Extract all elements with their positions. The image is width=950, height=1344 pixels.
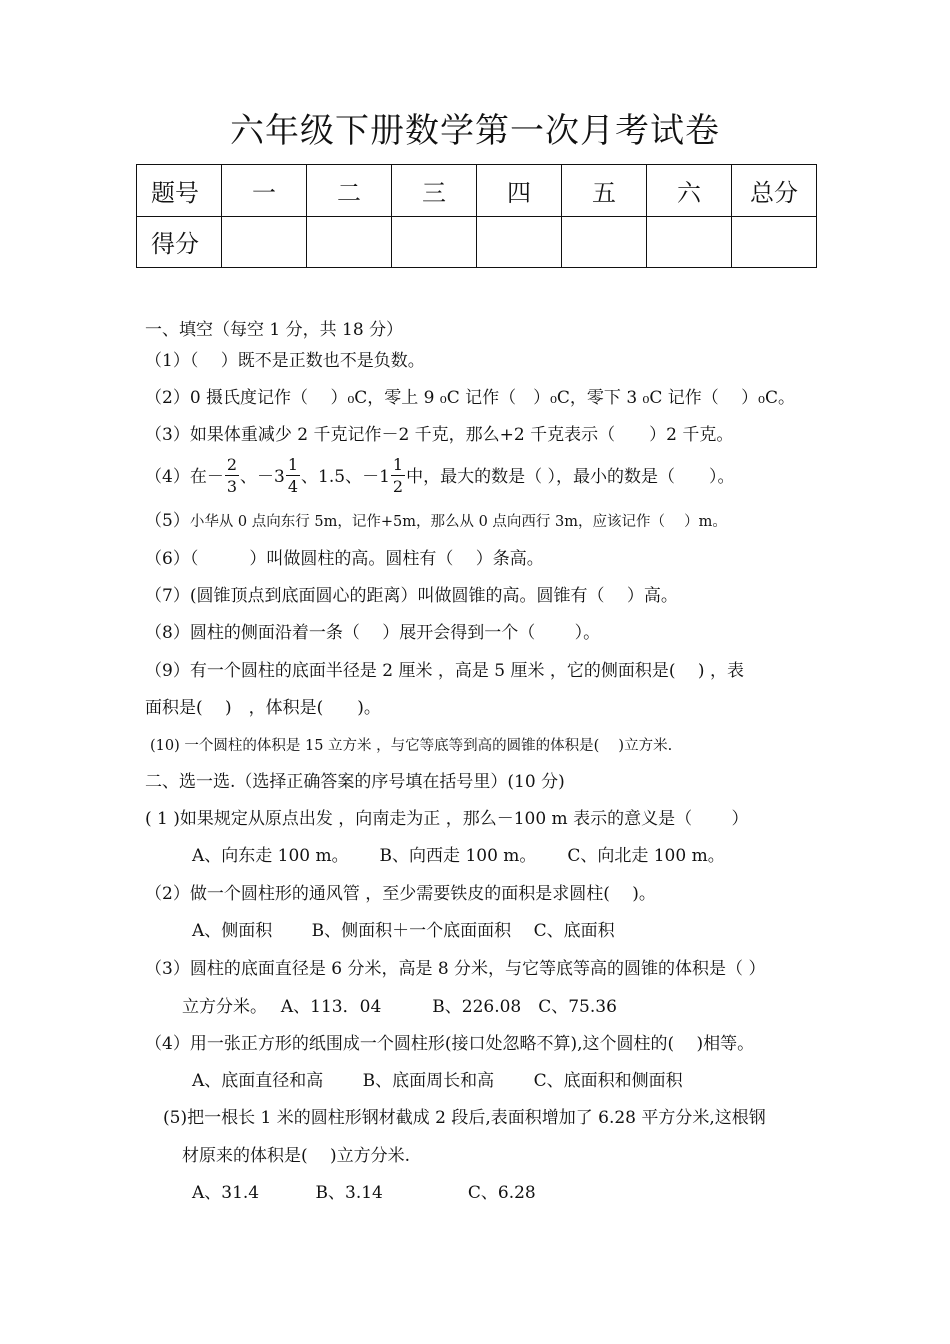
q4-tail: 中，最大的数是（ ），最小的数是（ ）。 xyxy=(406,467,735,487)
score-table xyxy=(136,164,817,268)
score-cell[interactable] xyxy=(307,216,392,268)
score-cell[interactable] xyxy=(477,216,562,268)
score-cell[interactable] xyxy=(222,216,307,268)
q5-text: 小华从 0 点向东行 5m，记作+5m，那么从 0 点向西行 3m，应该记作（ ）m。 xyxy=(189,514,727,530)
question-2-5-line1: (5)把一根长 1 米的圆柱形钢材截成 2 段后,表面积增加了 6.28 平方分米,这根钢 xyxy=(163,1108,766,1128)
q4-separator: 、－3 xyxy=(240,467,285,487)
question-1-7: （7）(圆锥顶点到底面圆心的距离）叫做圆锥的高。圆锥有（ ）高。 xyxy=(145,586,678,606)
score-header-cell: 一 xyxy=(222,165,307,217)
fraction-one-half xyxy=(391,454,405,496)
question-2-5-line2: 材原来的体积是( )立方分米. xyxy=(182,1146,411,1166)
score-cell[interactable] xyxy=(647,216,732,268)
question-2-4: （4）用一张正方形的纸围成一个圆柱形(接口处忽略不算),这个圆柱的( )相等。 xyxy=(145,1034,755,1054)
score-row-label: 得分 xyxy=(137,216,222,268)
score-header-cell: 总分 xyxy=(732,165,817,217)
score-cell[interactable] xyxy=(562,216,647,268)
question-1-9-line2: 面积是( ) ，体积是( )。 xyxy=(145,698,381,718)
question-2-4-options: A、底面直径和高 B、底面周长和高 C、底面积和侧面积 xyxy=(192,1071,683,1091)
fraction-one-fourth xyxy=(286,454,300,496)
exam-title: 六年级下册数学第一次月考试卷 xyxy=(230,111,720,151)
score-cell[interactable] xyxy=(392,216,477,268)
fraction-denominator: 3 xyxy=(226,476,238,496)
question-1-4 xyxy=(145,455,734,499)
fraction-numerator: 2 xyxy=(226,454,238,474)
score-header-cell: 五 xyxy=(562,165,647,217)
question-2-2: （2）做一个圆柱形的通风管 ，至少需要铁皮的面积是求圆柱( )。 xyxy=(145,884,656,904)
question-2-5-options: A、31.4 B、3.14 C、6.28 xyxy=(192,1183,536,1203)
q4-label: （4）在－ xyxy=(145,467,224,487)
score-header-cell: 六 xyxy=(647,165,732,217)
question-2-2-options: A、侧面积 B、侧面积＋一个底面面积 C、底面积 xyxy=(192,921,615,941)
q4-separator: 、1.5、－1 xyxy=(301,467,390,487)
q5-label: （5） xyxy=(145,511,190,531)
fraction-numerator: 1 xyxy=(392,454,404,474)
question-1-1: （1）（ ）既不是正数也不是负数。 xyxy=(145,351,425,371)
fraction-two-thirds xyxy=(225,454,239,496)
question-2-3-line1: （3）圆柱的底面直径是 6 分米，高是 8 分米，与它等底等高的圆锥的体积是（ ） xyxy=(145,959,766,979)
question-1-6: （6）（ ）叫做圆柱的高。圆柱有（ ）条高。 xyxy=(145,549,544,569)
score-header-cell: 三 xyxy=(392,165,477,217)
score-table-header-row xyxy=(137,165,817,217)
fraction-denominator: 4 xyxy=(287,476,299,496)
question-2-3-line2: 立方分米。 A、113．04 B、226.08 C、75.36 xyxy=(182,997,617,1017)
question-2-1: ( 1 )如果规定从原点出发 ，向南走为正 ，那么－100 m 表示的意义是（ ） xyxy=(145,809,749,829)
question-2-1-options: A、向东走 100 m。 B、向西走 100 m。 C、向北走 100 m。 xyxy=(192,846,725,866)
question-1-8: （8）圆柱的侧面沿着一条（ ）展开会得到一个（ ）。 xyxy=(145,623,601,643)
score-table-score-row xyxy=(137,216,817,268)
fraction-numerator: 1 xyxy=(287,454,299,474)
score-cell[interactable] xyxy=(732,216,817,268)
question-1-10: (10) 一个圆柱的体积是 15 立方米 ，与它等底等到高的圆锥的体积是( )立方米. xyxy=(150,738,673,754)
fraction-denominator: 2 xyxy=(392,476,404,496)
question-1-2: （2）0 摄氏度记作（ ）₀C，零上 9 ₀C 记作（ ）₀C，零下 3 ₀C 记作（ ）₀C。 xyxy=(145,388,796,408)
score-header-cell: 四 xyxy=(477,165,562,217)
question-1-3: （3）如果体重减少 2 千克记作－2 千克，那么+2 千克表示（ ）2 千克。 xyxy=(145,425,734,445)
score-header-cell: 题号 xyxy=(137,165,222,217)
question-1-5 xyxy=(145,510,727,533)
score-header-cell: 二 xyxy=(307,165,392,217)
question-1-9-line1: （9）有一个圆柱的底面半径是 2 厘米 ，高是 5 厘米 ，它的侧面积是( ) ，表 xyxy=(145,661,744,681)
section2-heading: 二、选一选.（选择正确答案的序号填在括号里）(10 分) xyxy=(145,772,565,792)
section1-heading: 一、填空（每空 1 分，共 18 分） xyxy=(145,320,404,340)
